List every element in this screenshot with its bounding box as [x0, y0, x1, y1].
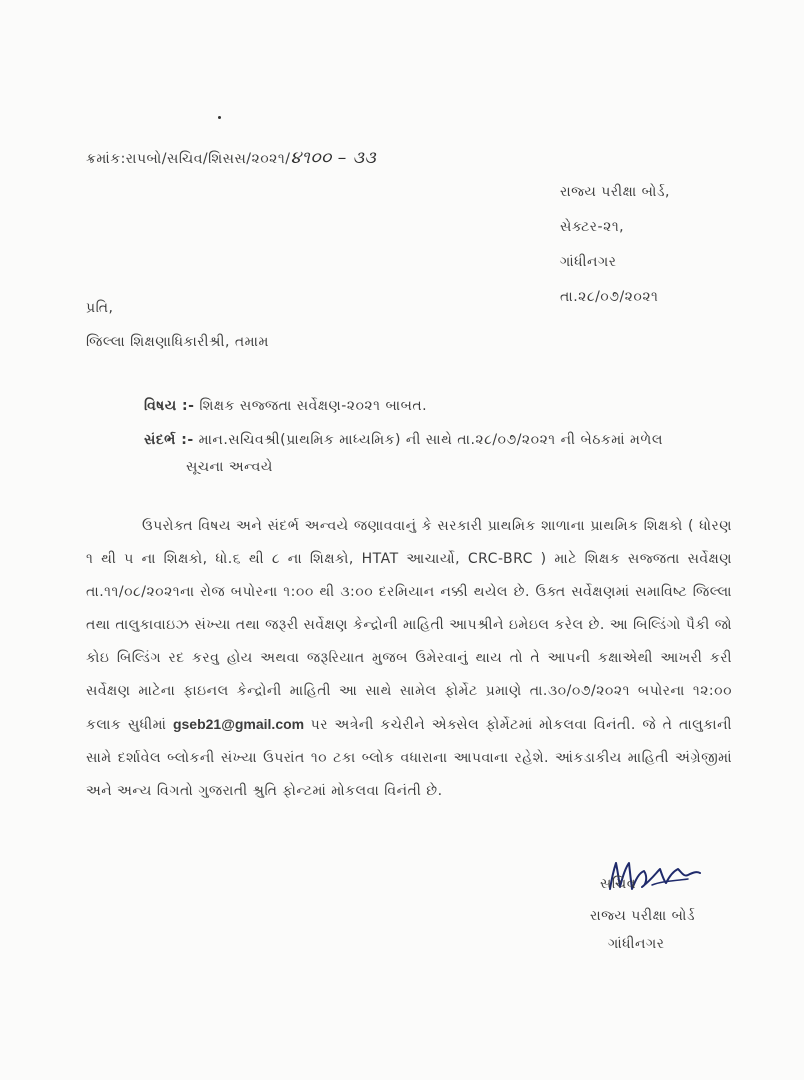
subject-line — [144, 398, 427, 414]
signatory-city: ગાંધીનગર — [608, 936, 665, 952]
reference-line-2: સૂચના અન્વયે — [186, 459, 273, 475]
letter-date: તા.૨૮/૦૭/૨૦૨૧ — [560, 289, 659, 305]
recipient-prati: પ્રતિ, — [86, 300, 114, 316]
subject-text: શિક્ષક સજ્જતા સર્વેક્ષણ-૨૦૨૧ બાબત. — [199, 398, 428, 414]
address-line-1: રાજ્ય પરીક્ષા બોર્ડ, — [560, 184, 670, 200]
email-address: gseb21@gmail.com — [172, 716, 305, 732]
scan-speck — [218, 116, 221, 119]
reference-label: સંદર્ભ :- — [144, 432, 194, 448]
sender-address — [560, 176, 670, 313]
address-line-3: ગાંધીનગર — [560, 254, 617, 270]
recipient-name: જિલ્લા શિક્ષણાધિકારીશ્રી, તમામ — [86, 334, 269, 350]
reference-number-prefix: ક્રમાંક:રાપબો/સચિવ/શિસસ/૨૦૨૧/ — [86, 151, 291, 167]
address-line-2: સેક્ટર-૨૧, — [560, 219, 625, 235]
reference-number-handwritten: ૪૧૦૦ – ૩૩ — [290, 148, 377, 168]
reference-number — [86, 148, 376, 168]
body-text-part-1: ઉપરોક્ત વિષય અને સંદર્ભ અન્વયે જણાવવાનું કે સરકારી પ્રાથમિક શાળાના પ્રાથમિક શિક્ષકો ( ધોરણ ૧ થી ૫ ના શિક્ષકો, ધો.૬ થી ૮ ના શિક્ષકો, HTAT આચાર્યો, CRC-BRC ) માટે શિક્ષક સજ્જતા સર્વેક્ષણ તા.૧૧/૦૮/૨૦૨૧ના રોજ બપોરના ૧:૦૦ થી ૩:૦૦ દરમિયાન નક્કી થયેલ છે. ઉક્ત સર્વેક્ષણમાં સમાવિષ્ટ જિલ્લા તથા તાલુકાવાઇઝ સંખ્યા તથા જરૂરી સર્વેક્ષણ કેન્દ્રોની માહિતી આપશ્રીને ઇમેઇલ કરેલ છે. આ બિલ્ડિંગો પૈકી જો કોઇ બિલ્ડિંગ રદ કરવુ હોય અથવા જરૂરિયાત મુજબ ઉમેરવાનું થાય તો તે આપની કક્ષાએથી આખરી કરી સર્વેક્ષણ માટેના ફાઇનલ કેન્દ્રોની માહિતી આ સાથે સામેલ ફોર્મેટ પ્રમાણે તા.૩૦/૦૭/૨૦૨૧ બપોરના ૧૨:૦૦ કલાક સુધીમાં — [86, 518, 732, 733]
subject-label: વિષય :- — [144, 398, 195, 414]
body-text-part-2: પર અત્રેની કચેરીને એક્સેલ ફોર્મેટમાં મોકલવા વિનંતી. જે તે તાલુકાની સામે દર્શાવેલ બ્લોકની સંખ્યા ઉપરાંત ૧૦ ટકા બ્લોક વધારાના આપવાના રહેશે. આંકડાકીય માહિતી અંગ્રેજીમાં અને અન્ય વિગતો ગુજરાતી શ્રુતિ ફોન્ટમાં મોકલવા વિનંતી છે. — [86, 717, 733, 799]
body-paragraph — [86, 510, 732, 808]
letter-body — [86, 510, 732, 808]
reference-line — [144, 432, 663, 448]
signatory-title: સચિવ — [600, 876, 636, 892]
reference-text: માન.સચિવશ્રી(પ્રાથમિક માધ્યમિક) ની સાથે તા.૨૮/૦૭/૨૦૨૧ ની બેઠકમાં મળેલ — [198, 432, 663, 448]
signatory-organization: રાજ્ય પરીક્ષા બોર્ડ — [590, 908, 696, 924]
